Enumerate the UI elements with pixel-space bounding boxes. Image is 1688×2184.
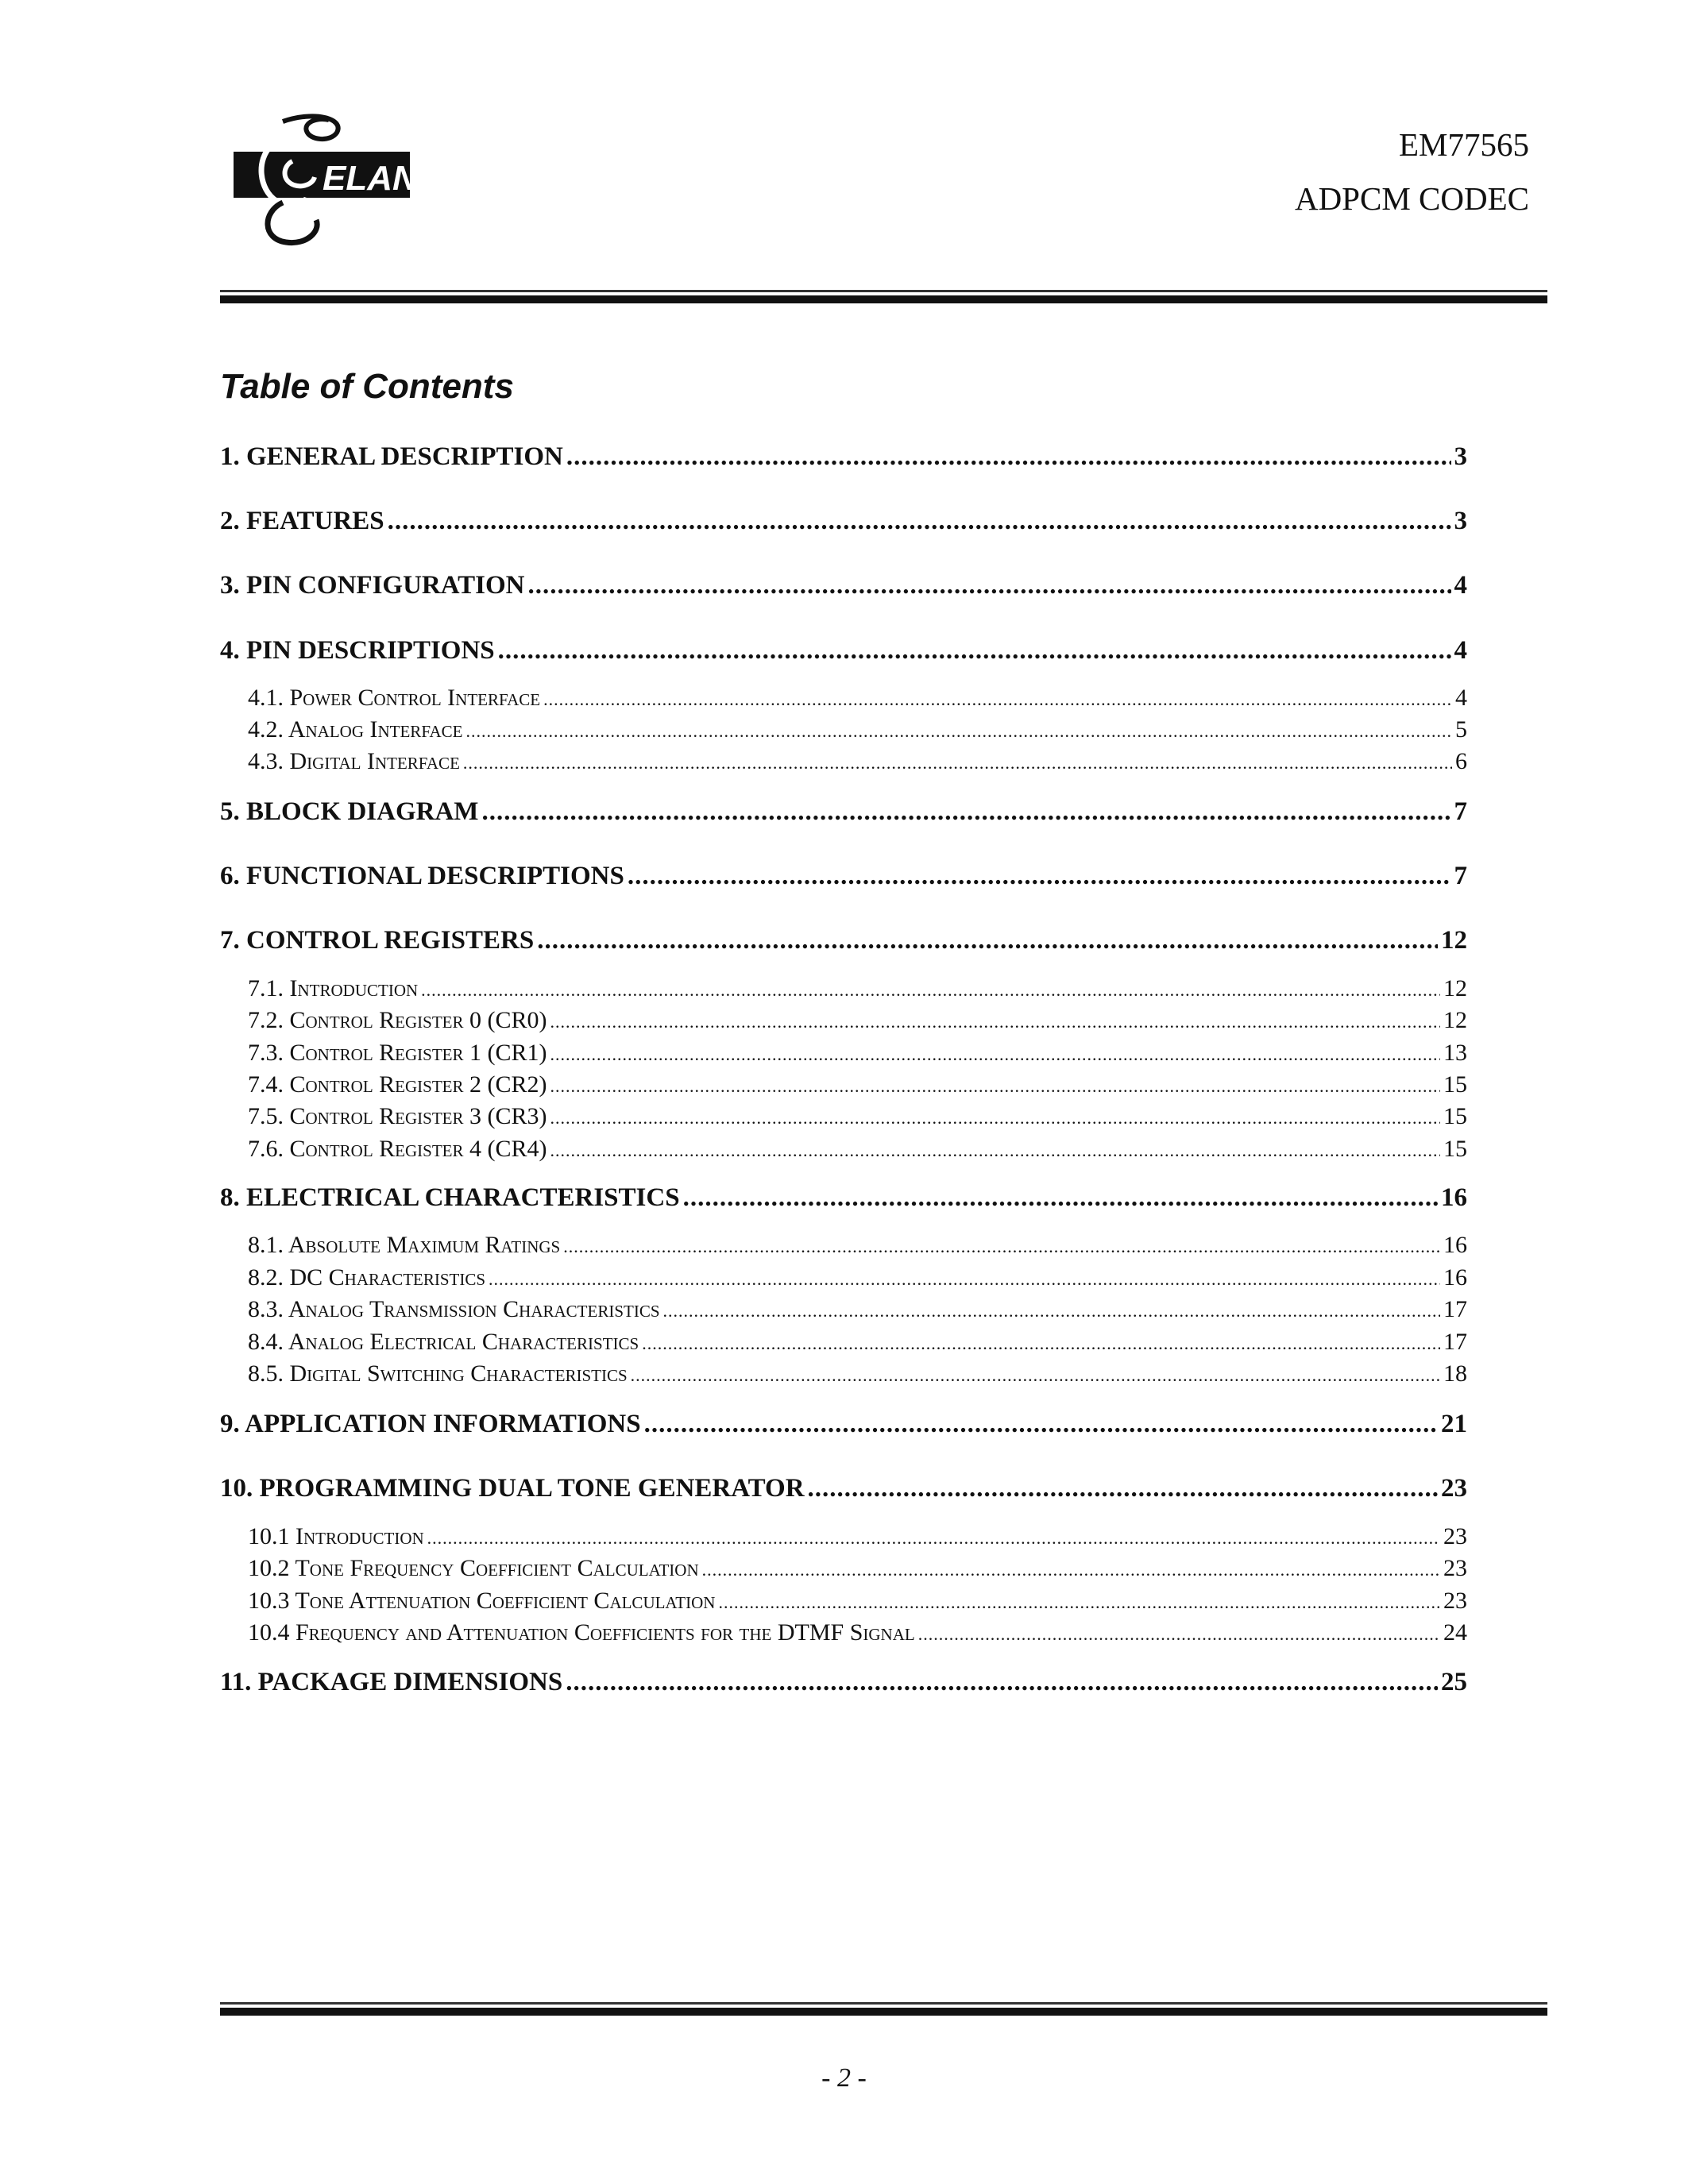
toc-entry-label: 10.1 Introduction [248,1523,424,1549]
toc-leader [563,1237,1440,1257]
toc-entry-page: 17 [1443,1296,1467,1322]
toc-entry-label: 4.1. Power Control Interface [248,685,541,711]
toc-entry-label: 2. FEATURES [220,507,384,535]
elan-logo [227,114,418,247]
toc-entry-page: 4 [1455,685,1467,711]
toc-leader [566,442,1451,472]
toc-entry-page: 7 [1454,797,1467,826]
toc-entry-label: 10.2 Tone Frequency Coefficient Calculation [248,1555,699,1581]
toc-entry-label: 1. GENERAL DESCRIPTION [220,442,563,471]
toc-entry-label: 9. APPLICATION INFORMATIONS [220,1410,641,1438]
toc-entry-label: 7.3. Control Register 1 (CR1) [248,1040,547,1066]
footer-rule-thick [220,2008,1547,2016]
toc-subentry[interactable] [248,1007,1467,1034]
page-title: Table of Contents [220,367,514,406]
toc-leader [421,980,1440,1001]
toc-leader [683,1183,1438,1213]
toc-entry-label: 7.2. Control Register 0 (CR0) [248,1007,547,1033]
toc-leader [388,507,1451,536]
toc-entry-page: 16 [1441,1183,1467,1212]
toc-entry-label: 8. ELECTRICAL CHARACTERISTICS [220,1183,680,1212]
toc-leader [808,1474,1438,1503]
toc-entry-page: 4 [1454,636,1467,665]
header-rule-thick [220,295,1547,303]
toc-entry-label: 8.2. DC Characteristics [248,1264,486,1291]
product-code: EM77565 [1399,126,1529,163]
toc-entry-label: 8.3. Analog Transmission Characteristics [248,1296,660,1322]
toc-entry-page: 7 [1454,862,1467,890]
toc-entry-page: 16 [1443,1232,1467,1258]
toc-entry-label: 10.3 Tone Attenuation Coefficient Calculation [248,1588,716,1614]
toc-entry[interactable] [220,1183,1467,1213]
toc-entry-label: 11. PACKAGE DIMENSIONS [220,1668,563,1696]
toc-subentry[interactable] [248,1619,1467,1646]
toc-entry-label: 8.5. Digital Switching Characteristics [248,1360,628,1387]
toc-entry[interactable] [220,571,1467,600]
toc-entry[interactable] [220,1410,1467,1439]
toc-entry-page: 12 [1443,1007,1467,1033]
toc-leader [918,1624,1440,1645]
toc-subentry[interactable] [248,748,1467,775]
toc-entry-page: 15 [1443,1103,1467,1129]
toc-subentry[interactable] [248,1040,1467,1067]
toc-entry-label: 6. FUNCTIONAL DESCRIPTIONS [220,862,624,890]
toc-leader [550,1140,1440,1161]
toc-leader [550,1108,1440,1129]
toc-entry-page: 23 [1443,1555,1467,1581]
toc-entry[interactable] [220,636,1467,666]
toc-entry-page: 16 [1443,1264,1467,1291]
toc-entry-label: 7.6. Control Register 4 (CR4) [248,1136,547,1162]
toc-subentry[interactable] [248,716,1467,743]
toc-entry-page: 12 [1443,975,1467,1001]
toc-leader [550,1076,1440,1097]
toc-entry-page: 13 [1443,1040,1467,1066]
toc-leader [465,721,1452,742]
toc-leader [702,1560,1440,1580]
toc-subentry[interactable] [248,1136,1467,1163]
toc-entry-page: 21 [1441,1410,1467,1438]
toc-subentry[interactable] [248,1264,1467,1291]
toc-entry-label: 4.3. Digital Interface [248,748,460,774]
toc-entry-page: 15 [1443,1136,1467,1162]
toc-entry-page: 3 [1454,507,1467,535]
toc-subentry[interactable] [248,1523,1467,1550]
toc-leader [543,689,1452,710]
logo-text: ELAN [323,159,418,198]
header-rule-thin [220,290,1547,292]
toc-entry-page: 15 [1443,1071,1467,1098]
toc-entry-label: 8.4. Analog Electrical Characteristics [248,1329,639,1355]
toc-entry[interactable] [220,507,1467,536]
toc-entry-page: 23 [1441,1474,1467,1503]
toc-entry[interactable] [220,862,1467,891]
toc-leader [642,1333,1440,1354]
toc-subentry[interactable] [248,1071,1467,1098]
toc-leader [631,1365,1440,1386]
toc-entry-label: 4.2. Analog Interface [248,716,463,743]
toc-entry-page: 18 [1443,1360,1467,1387]
toc-leader [537,926,1438,955]
toc-entry-label: 7. CONTROL REGISTERS [220,926,535,955]
toc-subentry[interactable] [248,1329,1467,1356]
toc-leader [481,797,1450,827]
page-number: - 2 - [821,2063,867,2093]
toc-entry-page: 4 [1454,571,1467,600]
toc-subentry[interactable] [248,1103,1467,1130]
toc-leader [550,1044,1440,1065]
toc-entry-page: 6 [1455,748,1467,774]
toc-leader [550,1012,1440,1032]
toc-leader [527,571,1450,600]
toc-entry-page: 24 [1443,1619,1467,1646]
toc-subentry[interactable] [248,1555,1467,1582]
toc-entry-page: 5 [1455,716,1467,743]
toc-entry-label: 5. BLOCK DIAGRAM [220,797,479,826]
toc-entry[interactable] [220,797,1467,827]
toc-entry-label: 8.1. Absolute Maximum Ratings [248,1232,561,1258]
toc-entry-label: 7.4. Control Register 2 (CR2) [248,1071,547,1098]
toc-entry[interactable] [220,1668,1467,1697]
toc-leader [718,1592,1440,1613]
toc-entry-page: 3 [1454,442,1467,471]
toc-leader [566,1668,1438,1697]
toc-entry-page: 23 [1443,1588,1467,1614]
toc-entry-label: 3. PIN CONFIGURATION [220,571,525,600]
toc-subentry[interactable] [248,1232,1467,1259]
toc-subentry[interactable] [248,685,1467,712]
toc-subentry[interactable] [248,1588,1467,1615]
toc-leader [628,862,1451,891]
toc-subentry[interactable] [248,975,1467,1002]
toc-leader [489,1269,1440,1290]
toc-subentry[interactable] [248,1360,1467,1387]
toc-entry-label: 10.4 Frequency and Attenuation Coefficients for the DTMF Signal [248,1619,915,1646]
toc-entry-page: 23 [1443,1523,1467,1549]
toc-entry[interactable] [220,1474,1467,1503]
toc-leader [644,1410,1438,1439]
toc-leader [498,636,1451,666]
product-subtitle: ADPCM CODEC [1294,180,1529,217]
toc-entry-page: 25 [1441,1668,1467,1696]
toc-leader [427,1528,1440,1549]
toc-entry-label: 7.5. Control Register 3 (CR3) [248,1103,547,1129]
toc-entry[interactable] [220,926,1467,955]
toc-entry-label: 10. PROGRAMMING DUAL TONE GENERATOR [220,1474,805,1503]
toc-entry[interactable] [220,442,1467,472]
toc-leader [463,753,1452,774]
footer-rule-thin [220,2002,1547,2005]
toc-entry-page: 12 [1441,926,1467,955]
toc-leader [663,1301,1440,1322]
toc-entry-label: 4. PIN DESCRIPTIONS [220,636,495,665]
toc-subentry[interactable] [248,1296,1467,1323]
toc-entry-page: 17 [1443,1329,1467,1355]
toc-entry-label: 7.1. Introduction [248,975,419,1001]
